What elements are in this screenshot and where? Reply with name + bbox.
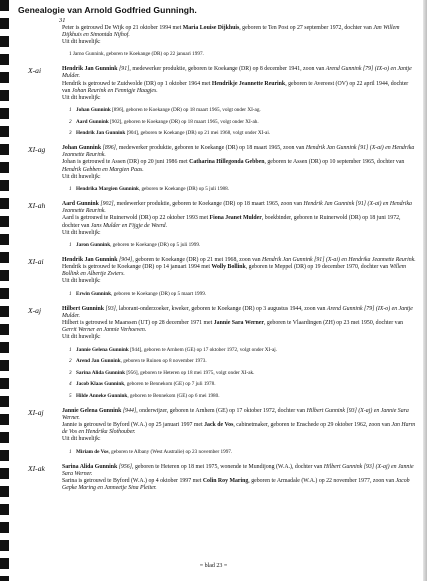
person-parents: Arend Gunnink [79] (IX-o) en Jantje Mulder. <box>62 306 413 320</box>
generation-label: XI-ag <box>28 145 46 155</box>
spouse-details: , cabinetmaker, geboren te Enschede op 29 oktober 1962, zoon van <box>233 422 391 429</box>
entry <box>18 66 417 136</box>
child-number: 1 <box>69 241 72 248</box>
entry <box>18 408 417 455</box>
child-number: 3 <box>69 369 72 376</box>
entry-marriage <box>62 422 417 436</box>
spouse-parents: Gerrit Werner en Jannie Verhoeven. <box>62 327 147 334</box>
marriage-text: Hendrik is getrouwd te Koekange (DR) op 14 januari 1994 met <box>62 264 211 271</box>
intro-reference: 31 <box>59 17 66 24</box>
child-number: 1 <box>69 185 72 192</box>
binding-holes <box>0 0 9 581</box>
person-parents: Hendrik Jan Gunnink [91] (X-ai) en Hendrika Jeannette Reurink. <box>262 257 416 264</box>
person-ref: [902] <box>100 201 114 208</box>
child-name: Jacob Klaas Gunnink <box>76 381 125 388</box>
child-number: 3 <box>69 129 72 136</box>
child-number: 1 <box>69 290 72 297</box>
child-name: Sarina Alida Gunnink <box>76 369 126 376</box>
intro-spouse: Maria Louise Dijkhuis <box>182 24 240 31</box>
person-ref: [91] <box>119 66 130 73</box>
entry-intro <box>62 66 417 80</box>
entry-intro <box>62 201 417 215</box>
intro-entry <box>18 18 417 57</box>
intro-parents: Jan Willem Dijkhuis en Simontda Nijhof. <box>62 24 400 38</box>
children-label: Uit dit huwelijk: <box>62 94 101 101</box>
entry-marriage <box>62 264 417 278</box>
child-item <box>62 381 417 387</box>
child-details: [896], geboren te Koekange (DR) op 18 maart 1965, volgt onder XI-ag. <box>110 107 261 114</box>
child-name: Jannie Gelena Gunnink <box>76 346 129 353</box>
page-number: = blad 23 = <box>199 563 228 569</box>
entry-marriage <box>62 81 417 95</box>
spouse-details: , boekbinder, geboren te Ruinerwold (DR) op 18 juni 1972, dochter van <box>62 215 401 229</box>
child-name: Arend Jan Gunnink <box>76 358 121 365</box>
children-label: Uit dit huwelijk: <box>62 436 101 443</box>
child-name: Aard Gunnink <box>76 118 109 125</box>
entry-marriage <box>62 320 417 334</box>
child-item <box>62 119 417 125</box>
person-ref: [896] <box>102 145 116 152</box>
child-name: Miriam de Vos <box>76 448 109 455</box>
entry <box>18 257 417 297</box>
child-details: , geboren te Ruinen op 8 november 1973. <box>120 358 207 365</box>
child-details: [944], geboren te Arnhem (GE) op 17 oktober 1972, volgt onder XI-aj. <box>128 346 278 353</box>
child-name: Johan Gunnink <box>76 107 111 114</box>
spouse-name: Jack de Vos <box>204 422 234 429</box>
child-name: Hendrik Jan Gunnink <box>76 129 126 136</box>
spouse-parents: Jan Harm de Vos en Hendrika Slothouber. <box>62 422 416 436</box>
person-name: Hilbert Gunnink <box>62 306 105 313</box>
page-title: Genealogie van Arnold Godfried Gunningh. <box>18 5 197 15</box>
person-parents: Arend Gunnink [79] (IX-o) en Jantje Mulder. <box>62 66 412 80</box>
child-details: , geboren te Albany (West Australie) op 23 november 1997. <box>108 448 233 455</box>
spouse-name: Wolly Bollink <box>211 264 246 271</box>
generation-label: X-aj <box>28 306 42 316</box>
children-label: Uit dit huwelijk: <box>62 334 101 341</box>
entry-marriage <box>62 215 417 229</box>
spouse-details: , geboren te Assen (DR) op 10 september 1965, dochter van <box>264 159 405 166</box>
child-name: Erwin Gunnink <box>76 290 112 297</box>
person-ref: [904] <box>119 257 133 264</box>
child-item <box>62 107 417 113</box>
child-item <box>62 186 417 192</box>
person-name: Sarina Alida Gunnink <box>62 463 118 470</box>
child-item <box>62 347 417 353</box>
child-item <box>62 449 417 455</box>
child-number: 2 <box>69 358 72 365</box>
spouse-name: Jannie Sara Werner <box>213 320 264 327</box>
marriage-text: Jannie is getrouwd te Byford (W.A.) op 25 januari 1997 met <box>62 422 203 429</box>
person-details: , geboren te Koekange (DR) op 21 mei 1968, zoon van <box>132 257 261 264</box>
child-item <box>62 130 417 136</box>
child-name: Hilde Anneke Gunnink <box>76 392 128 399</box>
person-name: Johan Gunnink <box>62 145 102 152</box>
children-label: Uit dit huwelijk: <box>62 229 101 236</box>
children-label: Uit dit huwelijk: <box>62 173 101 180</box>
person-name: Hendrik Jan Gunnink <box>62 66 118 73</box>
spouse-name: Catharina Hillegonda Gebben <box>189 159 265 166</box>
marriage-text: Hendrik is getrouwd te Zuidwolde (DR) op 1 oktober 1964 met <box>62 80 211 87</box>
entry-marriage <box>62 478 417 492</box>
marriage-text: Aard is getrouwd te Ruinerwold (DR) op 22 oktober 1993 met <box>62 215 209 222</box>
child-details: , geboren te Koekange (DR) op 5 juli 1988. <box>138 185 230 192</box>
person-details: , medewerker produktie, geboren te Koekange (DR) op 18 maart 1965, zoon van <box>113 201 303 208</box>
intro-child: 1 Jarno Gunnink, geboren te Koekange (DR) op 22 januari 1997. <box>69 51 204 58</box>
child-number: 4 <box>69 381 72 388</box>
child-number: 5 <box>69 392 72 399</box>
generation-label: XI-ah <box>28 201 46 211</box>
entry-intro <box>62 145 417 159</box>
page-edge-shadow <box>423 0 427 581</box>
person-ref: [93] <box>105 306 116 313</box>
child-item <box>62 291 417 297</box>
child-name: Hendrika Margien Gunnink <box>76 185 139 192</box>
marriage-text: Sarina is getrouwd te Byford (W.A.) op 4 oktober 1997 met <box>62 478 202 485</box>
spouse-parents: Jans Mulder en Fijgje de Weerd. <box>90 222 168 229</box>
person-parents: Hendrik Jan Gunnink [91] (X-ai) en Hendrika Jeannette Reurink. <box>62 145 415 159</box>
person-parents: Hendrik Jan Gunnink [91] (X-ai) en Hendrika Jeannette Reurink. <box>62 201 412 215</box>
person-details: , onderwijzer, geboren te Arnhem (GE) op 17 oktober 1972, dochter van <box>136 407 306 414</box>
entry <box>18 145 417 192</box>
person-details: , laborant-onderzoeker, kweker, geboren te Koekange (DR) op 3 augustus 1944, zoon van <box>115 306 326 313</box>
child-details: , geboren te Koekange (DR) op 5 maart 1999. <box>111 290 207 297</box>
person-name: Hendrik Jan Gunnink <box>62 257 118 264</box>
intro-children-label: Uit dit huwelijk: <box>62 38 101 45</box>
spouse-parents: Hendrik Gebben en Margien Paas. <box>62 166 144 173</box>
person-parents: Hilbert Gunnink [93] (X-aj) en Jannie Sara Werner. <box>62 463 414 477</box>
child-details: , geboren te Bennekom (GE) op 6 mei 1980. <box>127 392 220 399</box>
person-ref: [956] <box>118 463 133 470</box>
child-number: 1 <box>69 107 72 114</box>
person-ref: [944] <box>122 407 137 414</box>
entry-intro <box>62 464 417 478</box>
spouse-details: , geboren te Vlaardingen (ZH) op 23 mei 1950, dochter van <box>263 320 404 327</box>
person-details: , medewerker produktie, geboren te Koekange (DR) op 18 maart 1965, zoon van <box>115 145 305 152</box>
child-details: [902], geboren te Koekange (DR) op 18 maart 1965, volgt onder XI-ah. <box>108 118 259 125</box>
child-item <box>62 393 417 399</box>
spouse-name: Fiona Jeanet Mulder <box>209 215 262 222</box>
child-details: , geboren te Koekange (DR) op 5 juli 1999. <box>110 241 201 248</box>
person-parents: Hilbert Gunnink [93] (X-aj) en Jannie Sara Werner. <box>62 407 409 422</box>
child-number: 1 <box>69 346 72 353</box>
spouse-parents: Johan Reurink en Fennigje Haagjes. <box>71 87 158 94</box>
person-details: , geboren te Heteren op 18 mei 1975, wonende te Mundijong (W.A.), dochter van <box>132 463 323 470</box>
person-name: Jannie Gelena Gunnink <box>62 407 122 414</box>
entry <box>18 464 417 492</box>
child-details: [956], geboren te Heteren op 18 mei 1975, volgt onder XI-ak. <box>125 369 255 376</box>
page-body <box>18 18 417 492</box>
child-details: , geboren te Bennekom (GE) op 7 juli 1978. <box>124 381 216 388</box>
person-details: , medewerker produktie, geboren te Koekange (DR) op 8 december 1941, zoon van <box>129 66 325 73</box>
entry-intro <box>62 306 417 320</box>
child-number: 2 <box>69 118 72 125</box>
child-number: 1 <box>69 448 72 455</box>
spouse-parents: Willem Bollink en Albertje Zwiers. <box>62 264 406 278</box>
spouse-details: , geboren te Avereest (OV) op 22 april 1944, dochter van <box>62 80 409 94</box>
entries-list <box>18 66 417 492</box>
spouse-name: Colin Roy Maring <box>202 478 249 485</box>
child-item <box>62 358 417 364</box>
entry <box>18 306 417 399</box>
person-name: Aard Gunnink <box>62 201 99 208</box>
intro-line2: , geboren te Ten Post op 27 september 1972, dochter van <box>239 24 372 31</box>
child-item <box>62 242 417 248</box>
generation-label: X-ai <box>28 66 42 76</box>
spouse-name: Hendrikje Jeannette Reurink <box>211 80 286 87</box>
child-item <box>62 370 417 376</box>
spouse-details: , geboren te Armadale (W.A.) op 22 november 1977, zoon van <box>248 478 395 485</box>
generation-label: XI-aj <box>28 407 44 417</box>
child-name: Jaron Gunnink <box>76 241 111 248</box>
generation-label: XI-ai <box>28 257 44 267</box>
entry-marriage <box>62 159 417 173</box>
generation-label: XI-ak <box>28 463 45 473</box>
spouse-details: , geboren te Meppel (DR) op 19 december 1970, dochter van <box>245 264 389 271</box>
entry <box>18 201 417 248</box>
spouse-parents: Jacob Gepke Maring en Janneetje Sina Pleiter. <box>62 478 410 492</box>
children-label: Uit dit huwelijk: <box>62 278 101 285</box>
marriage-text: Hilbert is getrouwd te Maarssen (UT) op 28 december 1971 met <box>62 320 213 327</box>
marriage-text: Johan is getrouwd te Assen (DR) op 20 juni 1986 met <box>62 159 188 166</box>
intro-line1: Peter is getrouwd De Wijk op 21 oktober 1994 met <box>62 24 182 31</box>
intro-marriage <box>62 25 417 39</box>
entry-intro <box>62 408 417 422</box>
child-details: [904], geboren te Koekange (DR) op 21 mei 1968, volgt onder XI-ai. <box>125 129 271 136</box>
